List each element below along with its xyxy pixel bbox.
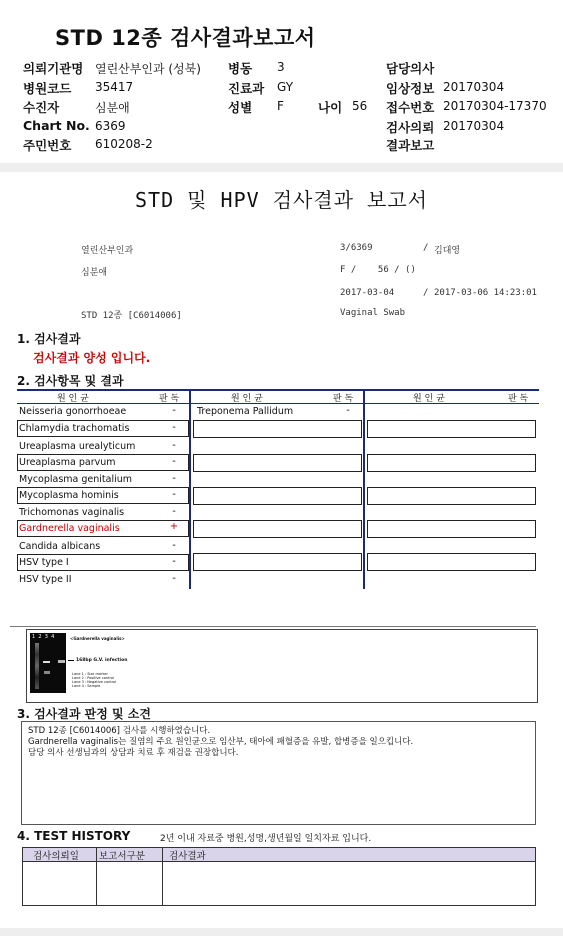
header-result-label: 판 독 bbox=[508, 394, 529, 404]
field-label-sex: 성별 bbox=[228, 100, 253, 115]
table-header-col3 bbox=[365, 389, 539, 404]
doc-date-separator: / bbox=[423, 288, 429, 298]
report-title: STD 12종 검사결과보고서 bbox=[55, 26, 316, 50]
column-divider bbox=[189, 389, 191, 589]
field-value-institution: 열린산부인과 (성북) bbox=[95, 62, 201, 76]
doc-patient: 심분애 bbox=[81, 268, 108, 278]
empty-result-box bbox=[193, 520, 362, 538]
pathogen-result: - bbox=[172, 556, 176, 567]
field-value-patient: 심분애 bbox=[95, 101, 130, 115]
field-value-age: 56 bbox=[352, 99, 368, 113]
field-value-ward: 3 bbox=[277, 60, 285, 74]
field-value-sex: F bbox=[277, 99, 284, 113]
gel-band bbox=[44, 671, 50, 674]
history-col-report-type: 보고서구분 bbox=[99, 851, 145, 862]
page-footer-strip bbox=[0, 928, 563, 936]
field-value-department: GY bbox=[277, 80, 294, 94]
doc-chart-ward: 3/6369 bbox=[340, 243, 373, 253]
section-opinion-title: 3. 검사결과 판정 및 소견 bbox=[17, 707, 151, 721]
pathogen-name: Ureaplasma urealyticum bbox=[19, 441, 136, 452]
header-pathogen-label: 원 인 균 bbox=[231, 394, 263, 404]
pathogen-result: - bbox=[172, 506, 176, 517]
doc-specimen: Vaginal Swab bbox=[340, 308, 406, 318]
pathogen-result: - bbox=[172, 473, 176, 484]
empty-result-box bbox=[367, 454, 536, 472]
empty-result-box bbox=[193, 420, 362, 438]
field-label-request-date: 검사의뢰 bbox=[386, 120, 435, 135]
field-label-resident-no: 주민번호 bbox=[23, 138, 72, 153]
document-title: STD 및 HPV 검사결과 보고서 bbox=[135, 188, 428, 212]
gel-electrophoresis-image bbox=[30, 633, 66, 693]
table-header-col2 bbox=[191, 389, 363, 404]
history-col-divider bbox=[162, 860, 163, 905]
gel-legend-item: Lane 3 : Negative control bbox=[72, 680, 117, 684]
pathogen-result: - bbox=[172, 489, 176, 500]
history-col-request-date: 검사의뢰일 bbox=[33, 851, 79, 862]
pathogen-result: - bbox=[172, 422, 176, 433]
empty-result-box bbox=[367, 553, 536, 571]
field-label-receipt-no: 접수번호 bbox=[386, 100, 435, 115]
history-note: 2년 이내 자료중 병원,성명,생년월일 일치자료 입니다. bbox=[160, 834, 372, 844]
gel-band-label: 168bp G.V. infection bbox=[76, 658, 128, 663]
column-divider bbox=[363, 389, 365, 589]
field-label-patient: 수진자 bbox=[23, 100, 60, 115]
field-value-receipt-no: 20170304-17370 bbox=[443, 99, 547, 113]
field-label-department: 진료과 bbox=[228, 81, 265, 96]
history-col-divider bbox=[96, 860, 97, 905]
doc-doctor: 김대영 bbox=[434, 246, 461, 256]
section-divider bbox=[10, 626, 536, 627]
field-value-clinical-info: 20170304 bbox=[443, 80, 505, 94]
field-label-ward: 병동 bbox=[228, 61, 253, 76]
band-arrow-icon bbox=[68, 660, 74, 661]
gel-caption: <Gardnerella vaginalis> bbox=[70, 636, 125, 641]
doc-doctor-separator: / bbox=[423, 243, 429, 253]
header-divider bbox=[0, 163, 563, 172]
empty-result-box bbox=[367, 487, 536, 505]
header-result-label: 판 독 bbox=[159, 394, 180, 404]
pathogen-result: - bbox=[172, 456, 176, 467]
field-label-institution: 의뢰기관명 bbox=[23, 61, 84, 76]
opinion-line: Gardnerella vaginalis는 질염의 주요 원인균으로 임산부, 태아에 패혈증을 유발, 합병증을 일으킵니다. bbox=[28, 737, 414, 747]
pathogen-name: Neisseria gonorrhoeae bbox=[19, 406, 127, 417]
empty-result-box bbox=[193, 553, 362, 571]
header-pathogen-label: 원 인 균 bbox=[57, 394, 89, 404]
field-value-hospital-code: 35417 bbox=[95, 80, 134, 94]
pathogen-result: - bbox=[346, 405, 350, 416]
field-value-chart-no: 6369 bbox=[95, 119, 126, 133]
empty-result-box bbox=[367, 420, 536, 438]
field-label-doctor: 담당의사 bbox=[386, 61, 435, 76]
pathogen-name: Mycoplasma hominis bbox=[19, 490, 119, 501]
field-label-hospital-code: 병원코드 bbox=[23, 81, 72, 96]
section-items-title: 2. 검사항목 및 결과 bbox=[17, 374, 124, 388]
pathogen-name-positive: Gardnerella vaginalis bbox=[19, 523, 120, 534]
table-header-col1 bbox=[17, 389, 189, 404]
history-table-body bbox=[22, 860, 536, 906]
gel-legend-item: Lane 4 : Sample bbox=[72, 684, 101, 688]
section-history-title: 4. TEST HISTORY bbox=[17, 829, 131, 843]
field-value-resident-no: 610208-2 bbox=[95, 137, 153, 151]
gel-lane-numbers: 1 2 3 4 bbox=[32, 634, 55, 640]
gel-legend-item: Lane 2 : Positive control bbox=[72, 676, 114, 680]
doc-date-reported: 2017-03-06 14:23:01 bbox=[434, 288, 537, 298]
section-results-title: 1. 검사결과 bbox=[17, 332, 81, 346]
opinion-line: STD 12종 [C6014006] 검사를 시행하였습니다. bbox=[28, 726, 211, 736]
gel-legend-item: Lane 1 : Size marker bbox=[72, 672, 108, 676]
header-pathogen-label: 원 인 균 bbox=[413, 394, 445, 404]
pathogen-name: Chlamydia trachomatis bbox=[19, 423, 130, 434]
pathogen-name: Mycoplasma genitalium bbox=[19, 474, 133, 485]
opinion-box bbox=[21, 721, 536, 825]
field-label-age: 나이 bbox=[318, 100, 343, 115]
opinion-line: 담당 의사 선생님과의 상담과 치료 후 재검을 권장합니다. bbox=[28, 748, 239, 758]
doc-clinic: 열린산부인과 bbox=[81, 246, 134, 256]
pathogen-result: - bbox=[172, 405, 176, 416]
gel-band bbox=[58, 660, 65, 663]
pathogen-name: HSV type II bbox=[19, 574, 72, 585]
doc-test-code: STD 12종 [C6014006] bbox=[81, 311, 182, 321]
positive-result-message: 검사결과 양성 입니다. bbox=[33, 351, 151, 365]
field-label-chart-no: Chart No. bbox=[23, 118, 90, 133]
pathogen-name: HSV type I bbox=[19, 557, 69, 568]
pathogen-name: Ureaplasma parvum bbox=[19, 457, 116, 468]
doc-sex-age: F / 56 / () bbox=[340, 265, 416, 275]
empty-result-box bbox=[193, 454, 362, 472]
empty-result-box bbox=[367, 520, 536, 538]
pathogen-name: Trichomonas vaginalis bbox=[19, 507, 125, 518]
pathogen-name: Treponema Pallidum bbox=[197, 406, 294, 417]
pathogen-name: Candida albicans bbox=[19, 541, 101, 552]
header-result-label: 판 독 bbox=[333, 394, 354, 404]
history-col-result: 검사결과 bbox=[169, 851, 206, 862]
pathogen-result: - bbox=[172, 440, 176, 451]
doc-date-received: 2017-03-04 bbox=[340, 288, 395, 298]
pathogen-result: - bbox=[172, 573, 176, 584]
gel-band bbox=[43, 661, 50, 663]
field-value-request-date: 20170304 bbox=[443, 119, 505, 133]
empty-result-box bbox=[193, 487, 362, 505]
pathogen-result-positive: + bbox=[169, 521, 179, 532]
field-label-report-date: 결과보고 bbox=[386, 138, 435, 153]
field-label-clinical-info: 임상정보 bbox=[386, 81, 435, 96]
gel-size-marker-lane bbox=[35, 643, 39, 689]
gel-legend bbox=[72, 672, 116, 688]
pathogen-result: - bbox=[172, 540, 176, 551]
